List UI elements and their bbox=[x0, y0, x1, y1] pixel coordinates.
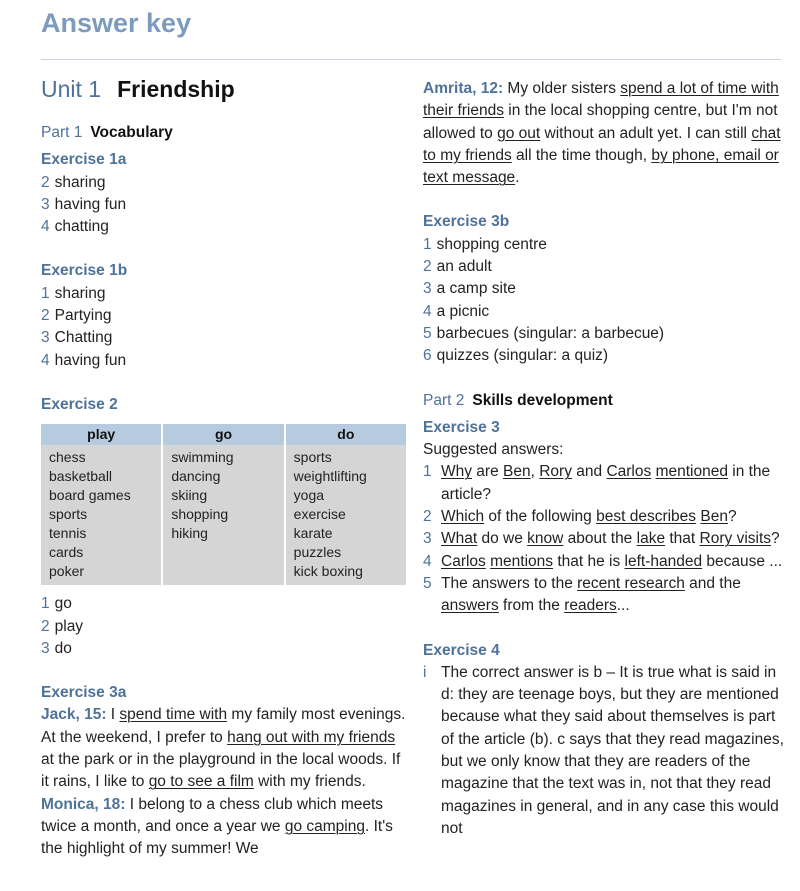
jack-paragraph: Jack, 15: I spend time with my family most evenings. At the weekend, I prefer to hang out with my friends at the park or in the playground in the local woods. If it rains, I like to go to see a film with my friends. bbox=[41, 706, 406, 791]
table-cell: sports bbox=[293, 449, 332, 466]
table-cell: swimming bbox=[171, 449, 234, 466]
list-item bbox=[41, 327, 406, 349]
table-header-do: do bbox=[286, 424, 406, 445]
list-item bbox=[423, 234, 785, 256]
item-text: play bbox=[54, 617, 84, 635]
question-item bbox=[423, 551, 785, 573]
table-cell: poker bbox=[49, 563, 85, 580]
item-text: having fun bbox=[54, 195, 127, 213]
item-text: The answers to the recent research and the answers from the readers... bbox=[441, 574, 741, 615]
list-item bbox=[41, 194, 406, 216]
exercise-1b-heading: Exercise 1b bbox=[41, 262, 128, 280]
speaker-name: Jack, 15: bbox=[41, 706, 107, 724]
item-text: having fun bbox=[54, 351, 127, 369]
item-number: 5 bbox=[423, 324, 432, 342]
item-text: Chatting bbox=[54, 329, 113, 347]
exercise-3-heading: Exercise 3 bbox=[423, 418, 500, 436]
item-number: 5 bbox=[423, 574, 432, 592]
list-item bbox=[41, 616, 406, 638]
item-text: sharing bbox=[54, 284, 106, 302]
title-divider bbox=[41, 59, 781, 60]
exercise-3b-heading: Exercise 3b bbox=[423, 213, 510, 231]
item-number: 4 bbox=[423, 302, 432, 320]
item-number: 4 bbox=[423, 552, 432, 570]
part2-label: Part 2 bbox=[423, 391, 465, 409]
item-text: The correct answer is b – It is true what is said in d: they are teenage boys, but they are mentioned because what they said about themselves is part of the article (b). c says that they read magazines, but we only know that they are readers of the magazine that the text was in, not that they read magazines in general, and in any case this would not bbox=[441, 663, 784, 837]
table-cell: board games bbox=[49, 487, 131, 504]
item-text: Partying bbox=[54, 307, 112, 325]
question-item bbox=[423, 461, 785, 506]
item-number: 4 bbox=[41, 218, 50, 236]
item-number: 2 bbox=[41, 307, 50, 325]
exercise-2-heading: Exercise 2 bbox=[41, 395, 118, 413]
item-text: Carlos mentions that he is left-handed because ... bbox=[441, 552, 783, 570]
table-cell: chess bbox=[49, 449, 86, 466]
item-text: barbecues (singular: a barbecue) bbox=[436, 324, 665, 342]
item-number: 2 bbox=[423, 508, 432, 526]
item-text: Which of the following best describes Ben? bbox=[441, 508, 737, 526]
exercise-1a-heading: Exercise 1a bbox=[41, 151, 127, 169]
table-cell: karate bbox=[293, 525, 333, 542]
table-header-go: go bbox=[163, 424, 283, 445]
list-item bbox=[41, 305, 406, 327]
part1-heading bbox=[41, 122, 406, 144]
item-text: What do we know about the lake that Rory visits? bbox=[441, 530, 780, 548]
unit-title: Friendship bbox=[117, 76, 235, 102]
list-item bbox=[423, 301, 785, 323]
item-number: 3 bbox=[41, 639, 50, 657]
table-cell: dancing bbox=[171, 468, 221, 485]
table-cell: puzzles bbox=[293, 544, 342, 561]
list-item bbox=[41, 172, 406, 194]
item-number: 2 bbox=[423, 258, 432, 276]
speaker-name: Monica, 18: bbox=[41, 795, 126, 813]
item-number: 1 bbox=[41, 595, 50, 613]
table-cell: tennis bbox=[49, 525, 87, 542]
right-column bbox=[423, 78, 785, 840]
item-number: 1 bbox=[423, 463, 432, 481]
list-item bbox=[423, 278, 785, 300]
item-text: shopping centre bbox=[436, 235, 547, 253]
item-number: 1 bbox=[423, 235, 432, 253]
table-cell: weightlifting bbox=[293, 468, 367, 485]
item-number: 6 bbox=[423, 347, 432, 365]
item-text: sharing bbox=[54, 173, 106, 191]
item-text: do bbox=[54, 639, 72, 657]
item-number: i bbox=[423, 663, 427, 681]
table-cell: exercise bbox=[293, 506, 346, 523]
monica-paragraph: Monica, 18: I belong to a chess club which meets twice a month, and once a year we go camping. It's the highlight of my summer! We bbox=[41, 795, 393, 858]
exercise-4-heading: Exercise 4 bbox=[423, 641, 500, 659]
speaker-name: Amrita, 12: bbox=[423, 80, 504, 97]
list-item bbox=[423, 345, 785, 367]
item-text: a camp site bbox=[436, 280, 516, 298]
item-number: 2 bbox=[41, 173, 50, 191]
list-item bbox=[41, 593, 406, 615]
amrita-paragraph: Amrita, 12: My older sisters spend a lot of time with their friends in the local shopping centre, but I'm not allowed to go out without an adult yet. I can still chat to my friends all the time though, by phone, email or text message. bbox=[423, 80, 781, 187]
part2-heading bbox=[423, 390, 785, 412]
list-item bbox=[41, 216, 406, 238]
part1-title: Vocabulary bbox=[90, 124, 173, 141]
table-cell: yoga bbox=[293, 487, 325, 504]
item-text: chatting bbox=[54, 218, 109, 236]
suggested-answers-intro: Suggested answers: bbox=[423, 441, 564, 459]
item-text: go bbox=[54, 595, 72, 613]
table-cell: basketball bbox=[49, 468, 113, 485]
table-cell: kick boxing bbox=[293, 563, 363, 580]
item-number: 1 bbox=[41, 284, 50, 302]
question-item bbox=[423, 528, 785, 550]
item-text: quizzes (singular: a quiz) bbox=[436, 347, 609, 365]
list-item bbox=[423, 256, 785, 278]
exercise-3a-heading: Exercise 3a bbox=[41, 684, 127, 702]
part2-title: Skills development bbox=[472, 391, 613, 409]
list-item bbox=[41, 638, 406, 660]
question-item bbox=[423, 573, 785, 618]
table-cell: hiking bbox=[171, 525, 208, 542]
list-item bbox=[423, 323, 785, 345]
item-text: an adult bbox=[436, 258, 492, 276]
item-text: a picnic bbox=[436, 302, 490, 320]
table-column-play bbox=[41, 445, 161, 585]
table-column-go bbox=[163, 445, 283, 585]
question-item bbox=[423, 506, 785, 528]
unit-heading bbox=[41, 74, 406, 104]
item-number: 4 bbox=[41, 351, 50, 369]
table-header-play: play bbox=[41, 424, 161, 445]
left-column bbox=[41, 72, 406, 861]
vocabulary-table bbox=[39, 424, 408, 585]
item-number: 3 bbox=[423, 280, 432, 298]
item-number: 3 bbox=[41, 195, 50, 213]
list-item bbox=[41, 283, 406, 305]
table-cell: cards bbox=[49, 544, 84, 561]
table-cell: shopping bbox=[171, 506, 229, 523]
exercise-4-answer bbox=[423, 662, 785, 840]
table-cell: skiing bbox=[171, 487, 208, 504]
answer-key-title: Answer key bbox=[41, 8, 192, 38]
unit-number: Unit 1 bbox=[41, 76, 102, 102]
table-column-do bbox=[286, 445, 406, 585]
item-number: 3 bbox=[41, 329, 50, 347]
part1-label: Part 1 bbox=[41, 124, 83, 141]
item-number: 3 bbox=[423, 530, 432, 548]
list-item bbox=[41, 350, 406, 372]
item-text: Why are Ben, Rory and Carlos mentioned in the article? bbox=[441, 463, 771, 503]
table-cell: sports bbox=[49, 506, 88, 523]
item-number: 2 bbox=[41, 617, 50, 635]
